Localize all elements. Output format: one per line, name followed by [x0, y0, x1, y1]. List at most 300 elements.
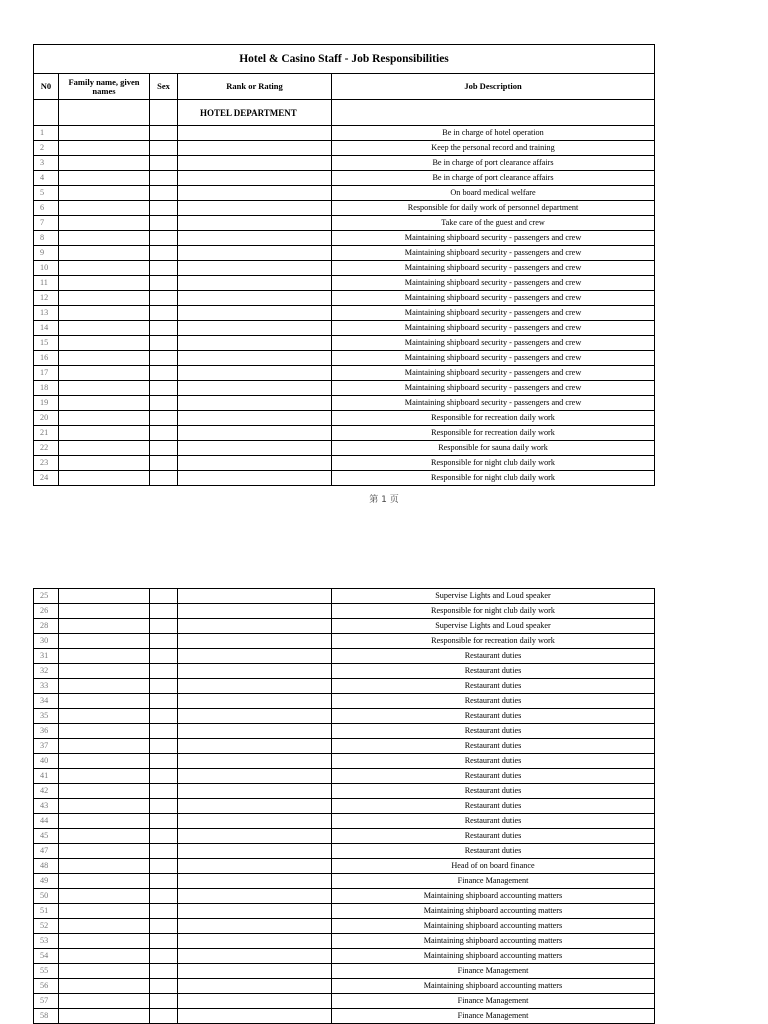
table-row	[34, 336, 655, 351]
sex-cell	[150, 589, 178, 604]
job-description-cell: Maintaining shipboard security - passengers and crew	[332, 321, 655, 336]
name-cell	[59, 306, 150, 321]
job-description-cell: Restaurant duties	[332, 754, 655, 769]
rank-cell	[178, 964, 332, 979]
row-number: 57	[34, 994, 59, 1009]
sex-cell	[150, 994, 178, 1009]
table-row	[34, 471, 655, 486]
rank-cell	[178, 126, 332, 141]
table-row	[34, 441, 655, 456]
job-description-cell: Finance Management	[332, 964, 655, 979]
row-number: 25	[34, 589, 59, 604]
row-number: 5	[34, 186, 59, 201]
name-cell	[59, 141, 150, 156]
name-cell	[59, 336, 150, 351]
table-row	[34, 351, 655, 366]
job-description-cell: Finance Management	[332, 1009, 655, 1024]
rank-cell	[178, 754, 332, 769]
table-row	[34, 769, 655, 784]
job-description-cell: Restaurant duties	[332, 709, 655, 724]
table-row	[34, 589, 655, 604]
sex-cell	[150, 739, 178, 754]
sex-cell	[150, 844, 178, 859]
row-number: 10	[34, 261, 59, 276]
sex-cell	[150, 141, 178, 156]
job-description-cell: Be in charge of hotel operation	[332, 126, 655, 141]
name-cell	[59, 261, 150, 276]
sex-cell	[150, 634, 178, 649]
sex-cell	[150, 919, 178, 934]
name-cell	[59, 171, 150, 186]
row-number: 4	[34, 171, 59, 186]
name-cell	[59, 799, 150, 814]
name-cell	[59, 456, 150, 471]
rank-cell	[178, 949, 332, 964]
row-number: 47	[34, 844, 59, 859]
table-row	[34, 664, 655, 679]
rank-cell	[178, 366, 332, 381]
name-cell	[59, 964, 150, 979]
job-description-cell: Maintaining shipboard security - passengers and crew	[332, 381, 655, 396]
row-number: 52	[34, 919, 59, 934]
row-number: 53	[34, 934, 59, 949]
name-cell	[59, 186, 150, 201]
table-row	[34, 874, 655, 889]
job-description-cell: Maintaining shipboard accounting matters	[332, 904, 655, 919]
name-cell	[59, 604, 150, 619]
name-cell	[59, 694, 150, 709]
name-cell	[59, 291, 150, 306]
rank-cell	[178, 396, 332, 411]
sex-cell	[150, 1009, 178, 1024]
rank-cell	[178, 411, 332, 426]
rank-cell	[178, 919, 332, 934]
rank-cell	[178, 321, 332, 336]
row-number: 33	[34, 679, 59, 694]
job-description-cell: Restaurant duties	[332, 844, 655, 859]
rank-cell	[178, 336, 332, 351]
table-row	[34, 276, 655, 291]
sex-cell	[150, 171, 178, 186]
row-number: 41	[34, 769, 59, 784]
row-number: 15	[34, 336, 59, 351]
sex-cell	[150, 769, 178, 784]
rank-cell	[178, 456, 332, 471]
name-cell	[59, 321, 150, 336]
table-row	[34, 934, 655, 949]
row-number: 22	[34, 441, 59, 456]
name-cell	[59, 724, 150, 739]
rank-cell	[178, 784, 332, 799]
sex-cell	[150, 411, 178, 426]
row-number: 56	[34, 979, 59, 994]
job-description-cell: Restaurant duties	[332, 829, 655, 844]
job-description-cell: Maintaining shipboard security - passengers and crew	[332, 291, 655, 306]
sex-cell	[150, 679, 178, 694]
row-number: 34	[34, 694, 59, 709]
job-description-cell: Keep the personal record and training	[332, 141, 655, 156]
name-cell	[59, 216, 150, 231]
name-cell	[59, 904, 150, 919]
row-number: 21	[34, 426, 59, 441]
sex-cell	[150, 216, 178, 231]
row-number: 24	[34, 471, 59, 486]
name-cell	[59, 919, 150, 934]
job-description-cell: Restaurant duties	[332, 784, 655, 799]
name-cell	[59, 426, 150, 441]
table-row	[34, 619, 655, 634]
name-cell	[59, 351, 150, 366]
table-row	[34, 979, 655, 994]
rank-cell	[178, 291, 332, 306]
name-cell	[59, 739, 150, 754]
sex-cell	[150, 321, 178, 336]
name-cell	[59, 859, 150, 874]
row-number: 1	[34, 126, 59, 141]
job-description-cell: Restaurant duties	[332, 679, 655, 694]
name-cell	[59, 679, 150, 694]
sex-cell	[150, 381, 178, 396]
row-number: 19	[34, 396, 59, 411]
table-row	[34, 126, 655, 141]
document-title: Hotel & Casino Staff - Job Responsibilities	[34, 45, 655, 74]
sex-cell	[150, 261, 178, 276]
table-row	[34, 904, 655, 919]
row-number: 48	[34, 859, 59, 874]
job-description-cell: On board medical welfare	[332, 186, 655, 201]
job-description-cell: Restaurant duties	[332, 799, 655, 814]
name-cell	[59, 589, 150, 604]
table-row	[34, 321, 655, 336]
name-cell	[59, 411, 150, 426]
row-number: 44	[34, 814, 59, 829]
sex-cell	[150, 754, 178, 769]
rank-cell	[178, 381, 332, 396]
row-number: 28	[34, 619, 59, 634]
job-description-cell: Maintaining shipboard security - passengers and crew	[332, 261, 655, 276]
name-cell	[59, 664, 150, 679]
table-row	[34, 919, 655, 934]
name-cell	[59, 126, 150, 141]
job-description-cell: Maintaining shipboard security - passengers and crew	[332, 351, 655, 366]
sex-cell	[150, 934, 178, 949]
sex-cell	[150, 874, 178, 889]
row-number: 31	[34, 649, 59, 664]
job-description-cell: Responsible for daily work of personnel department	[332, 201, 655, 216]
job-description-cell: Head of on board finance	[332, 859, 655, 874]
table-row	[34, 649, 655, 664]
rank-cell	[178, 246, 332, 261]
sex-cell	[150, 456, 178, 471]
rank-cell	[178, 441, 332, 456]
table-row	[34, 426, 655, 441]
rank-cell	[178, 724, 332, 739]
sex-cell	[150, 366, 178, 381]
job-description-cell: Restaurant duties	[332, 724, 655, 739]
name-cell	[59, 889, 150, 904]
sex-cell	[150, 649, 178, 664]
table-row	[34, 291, 655, 306]
sex-cell	[150, 829, 178, 844]
job-description-cell: Maintaining shipboard security - passengers and crew	[332, 336, 655, 351]
table-row	[34, 754, 655, 769]
row-number: 35	[34, 709, 59, 724]
sex-cell	[150, 859, 178, 874]
row-number: 50	[34, 889, 59, 904]
row-number: 55	[34, 964, 59, 979]
job-description-cell: Maintaining shipboard accounting matters	[332, 949, 655, 964]
job-description-cell: Responsible for night club daily work	[332, 456, 655, 471]
sex-cell	[150, 964, 178, 979]
rank-cell	[178, 276, 332, 291]
rank-cell	[178, 201, 332, 216]
table-row	[34, 889, 655, 904]
table-row	[34, 784, 655, 799]
job-description-cell: Maintaining shipboard security - passengers and crew	[332, 231, 655, 246]
table-row	[34, 799, 655, 814]
rank-cell	[178, 471, 332, 486]
name-cell	[59, 1009, 150, 1024]
table-row	[34, 694, 655, 709]
department-label: HOTEL DEPARTMENT	[178, 100, 332, 126]
rank-cell	[178, 216, 332, 231]
rank-cell	[178, 186, 332, 201]
department-row	[34, 100, 655, 126]
page-number-footer: 第 1 页	[369, 495, 399, 505]
sex-cell	[150, 276, 178, 291]
table-row	[34, 246, 655, 261]
name-cell	[59, 874, 150, 889]
rank-cell	[178, 829, 332, 844]
sex-cell	[150, 784, 178, 799]
rank-cell	[178, 859, 332, 874]
sex-cell	[150, 441, 178, 456]
column-header-sex: Sex	[150, 74, 178, 100]
row-number: 40	[34, 754, 59, 769]
table-row	[34, 994, 655, 1009]
sex-cell	[150, 694, 178, 709]
job-description-cell: Maintaining shipboard accounting matters	[332, 889, 655, 904]
rank-cell	[178, 156, 332, 171]
sex-cell	[150, 201, 178, 216]
job-description-cell: Restaurant duties	[332, 649, 655, 664]
table-row	[34, 604, 655, 619]
row-number: 30	[34, 634, 59, 649]
table-row	[34, 829, 655, 844]
job-description-cell: Restaurant duties	[332, 769, 655, 784]
rank-cell	[178, 664, 332, 679]
rank-cell	[178, 979, 332, 994]
name-cell	[59, 441, 150, 456]
rank-cell	[178, 261, 332, 276]
job-description-cell: Be in charge of port clearance affairs	[332, 171, 655, 186]
sex-cell	[150, 471, 178, 486]
table-row	[34, 949, 655, 964]
sex-cell	[150, 889, 178, 904]
job-description-cell: Supervise Lights and Loud speaker	[332, 589, 655, 604]
job-description-cell: Supervise Lights and Loud speaker	[332, 619, 655, 634]
rank-cell	[178, 231, 332, 246]
rank-cell	[178, 306, 332, 321]
job-description-cell: Maintaining shipboard accounting matters	[332, 919, 655, 934]
rank-cell	[178, 679, 332, 694]
row-number: 9	[34, 246, 59, 261]
row-number: 43	[34, 799, 59, 814]
job-description-cell: Restaurant duties	[332, 814, 655, 829]
row-number: 16	[34, 351, 59, 366]
row-number: 51	[34, 904, 59, 919]
name-cell	[59, 709, 150, 724]
job-description-cell: Be in charge of port clearance affairs	[332, 156, 655, 171]
table-row	[34, 1009, 655, 1024]
job-description-cell: Responsible for recreation daily work	[332, 426, 655, 441]
job-description-cell: Maintaining shipboard security - passengers and crew	[332, 306, 655, 321]
sex-cell	[150, 351, 178, 366]
table-row	[34, 261, 655, 276]
rank-cell	[178, 904, 332, 919]
table-row	[34, 456, 655, 471]
rank-cell	[178, 994, 332, 1009]
table-row	[34, 156, 655, 171]
job-description-cell: Restaurant duties	[332, 694, 655, 709]
sex-cell	[150, 396, 178, 411]
row-number: 23	[34, 456, 59, 471]
table-row	[34, 634, 655, 649]
rank-cell	[178, 709, 332, 724]
row-number: 3	[34, 156, 59, 171]
table-row	[34, 186, 655, 201]
row-number: 8	[34, 231, 59, 246]
table-row	[34, 171, 655, 186]
row-number: 49	[34, 874, 59, 889]
table-row	[34, 231, 655, 246]
name-cell	[59, 276, 150, 291]
name-cell	[59, 784, 150, 799]
row-number: 12	[34, 291, 59, 306]
job-description-cell: Maintaining shipboard security - passengers and crew	[332, 396, 655, 411]
sex-cell	[150, 156, 178, 171]
rank-cell	[178, 874, 332, 889]
name-cell	[59, 754, 150, 769]
job-description-cell: Maintaining shipboard security - passengers and crew	[332, 246, 655, 261]
name-cell	[59, 231, 150, 246]
column-header-name: Family name, given names	[59, 74, 150, 100]
table-row	[34, 216, 655, 231]
name-cell	[59, 769, 150, 784]
rank-cell	[178, 769, 332, 784]
sex-cell	[150, 709, 178, 724]
name-cell	[59, 471, 150, 486]
rank-cell	[178, 351, 332, 366]
job-responsibilities-table-page-1	[33, 44, 655, 486]
column-header-description: Job Description	[332, 74, 655, 100]
table-row	[34, 709, 655, 724]
name-cell	[59, 381, 150, 396]
table-row	[34, 411, 655, 426]
sex-cell	[150, 306, 178, 321]
row-number: 58	[34, 1009, 59, 1024]
job-description-cell: Restaurant duties	[332, 739, 655, 754]
name-cell	[59, 619, 150, 634]
table-row	[34, 366, 655, 381]
rank-cell	[178, 694, 332, 709]
row-number: 14	[34, 321, 59, 336]
sex-cell	[150, 724, 178, 739]
rank-cell	[178, 426, 332, 441]
name-cell	[59, 396, 150, 411]
name-cell	[59, 829, 150, 844]
rank-cell	[178, 604, 332, 619]
name-cell	[59, 649, 150, 664]
sex-cell	[150, 799, 178, 814]
name-cell	[59, 634, 150, 649]
table-row	[34, 964, 655, 979]
job-description-cell: Finance Management	[332, 994, 655, 1009]
rank-cell	[178, 889, 332, 904]
row-number: 36	[34, 724, 59, 739]
sex-cell	[150, 246, 178, 261]
sex-cell	[150, 604, 178, 619]
row-number: 32	[34, 664, 59, 679]
job-description-cell: Maintaining shipboard accounting matters	[332, 934, 655, 949]
rank-cell	[178, 739, 332, 754]
row-number: 37	[34, 739, 59, 754]
row-number: 42	[34, 784, 59, 799]
name-cell	[59, 979, 150, 994]
sex-cell	[150, 814, 178, 829]
table-row	[34, 679, 655, 694]
rank-cell	[178, 589, 332, 604]
sex-cell	[150, 426, 178, 441]
sex-cell	[150, 231, 178, 246]
rank-cell	[178, 649, 332, 664]
table-row	[34, 739, 655, 754]
rank-cell	[178, 141, 332, 156]
job-description-cell: Maintaining shipboard security - passengers and crew	[332, 366, 655, 381]
job-responsibilities-table-page-2	[33, 588, 655, 1024]
sex-cell	[150, 126, 178, 141]
row-number: 17	[34, 366, 59, 381]
name-cell	[59, 994, 150, 1009]
name-cell	[59, 246, 150, 261]
rank-cell	[178, 814, 332, 829]
rank-cell	[178, 171, 332, 186]
column-header-rank: Rank or Rating	[178, 74, 332, 100]
job-description-cell: Responsible for recreation daily work	[332, 634, 655, 649]
table-row	[34, 381, 655, 396]
name-cell	[59, 844, 150, 859]
table-row	[34, 814, 655, 829]
sex-cell	[150, 291, 178, 306]
name-cell	[59, 934, 150, 949]
job-description-cell: Finance Management	[332, 874, 655, 889]
job-description-cell: Responsible for sauna daily work	[332, 441, 655, 456]
job-description-cell: Maintaining shipboard security - passengers and crew	[332, 276, 655, 291]
rank-cell	[178, 619, 332, 634]
sex-cell	[150, 336, 178, 351]
row-number: 54	[34, 949, 59, 964]
name-cell	[59, 949, 150, 964]
table-row	[34, 859, 655, 874]
row-number: 11	[34, 276, 59, 291]
row-number: 18	[34, 381, 59, 396]
sex-cell	[150, 904, 178, 919]
rank-cell	[178, 634, 332, 649]
table-row	[34, 396, 655, 411]
rank-cell	[178, 934, 332, 949]
job-description-cell: Responsible for night club daily work	[332, 471, 655, 486]
rank-cell	[178, 844, 332, 859]
